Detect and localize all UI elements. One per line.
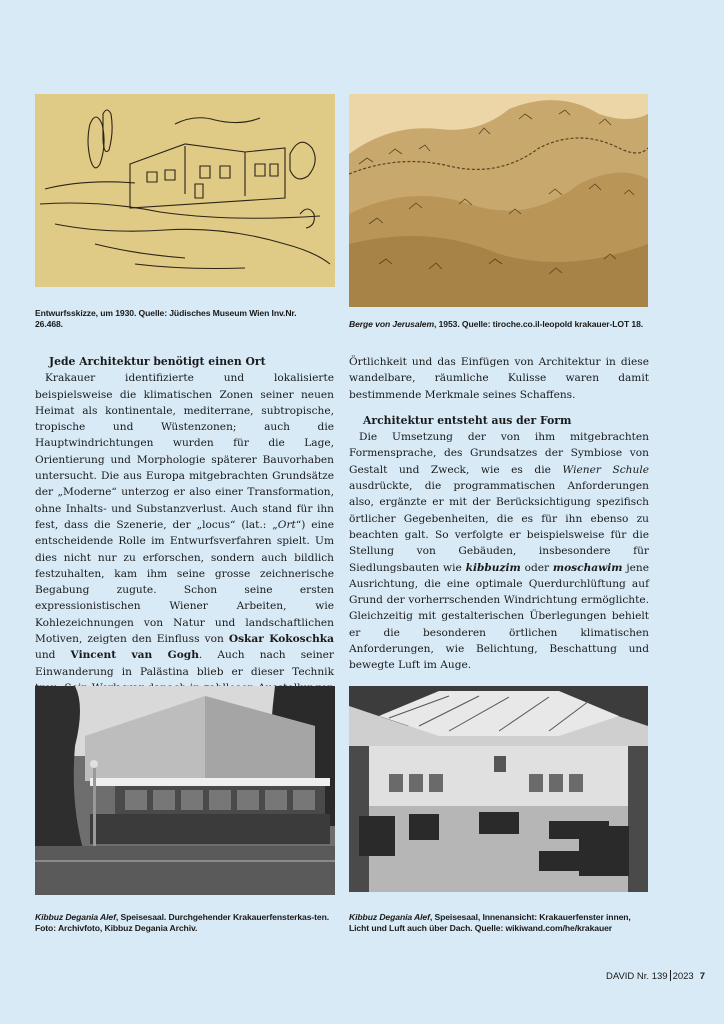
sketch-caption [35, 308, 325, 330]
text-bold-italic: kibbuzim [465, 561, 521, 574]
dining-hall-interior-caption [349, 912, 649, 934]
exterior-caption-title: Kibbuz Degania Alef [35, 912, 116, 922]
magazine-issue: DAVID Nr. 139 [605, 971, 668, 982]
mountains-caption-title: Berge von Jerusalem [349, 319, 435, 329]
sketch-caption-text: Entwurfsskizze, um 1930. Quelle: Jüdisches Museum Wien Inv.Nr. 26.468. [35, 308, 297, 329]
section-heading-form: Architektur entsteht aus der Form [363, 413, 572, 427]
section-heading-ort: Jede Architektur benötigt einen Ort [49, 355, 266, 368]
person-name-kokoschka: Oskar Kokoschka [228, 633, 334, 646]
page-footer [606, 970, 705, 982]
right-text-column [349, 354, 649, 674]
exterior-caption-text: , Speisesaal. Durchgehender Krakauerfensterkas-ten. Foto: Archivfoto, Kibbuz Degania Archiv. [35, 912, 330, 933]
page-number: 7 [699, 971, 705, 982]
dining-hall-exterior-caption [35, 912, 335, 934]
paragraph-form [349, 429, 649, 673]
mountains-image [349, 94, 648, 307]
mountains-caption-text: , 1953. Quelle: tiroche.co.il-leopold krakauer-LOT 18. [434, 319, 644, 329]
person-name-van-gogh: Vincent van Gogh [70, 649, 199, 662]
paragraph-continued: Örtlichkeit und das Einfügen von Architektur in diese wandelbare, räumliche Kulisse waren damit bestimmende Merkmale seines Schaffens. [349, 356, 649, 401]
text-span: Krakauer identifizierte und lokalisierte beispielsweise die klimatischen Zonen seiner neuen Heimat als kontinentale, mediterrane, subtropische, tropische und Wüstenzonen; auch die Hauptwindrichtungen wurden für die Lage, Orientierung und Morphologie späterer Bauvorhaben untersucht. Die aus Europa mitgebrachten Grundsätze der „Moderne“ unterzog er also einer Transformation, ohne Inhalts- und Substanzverlust. Auch stand für ihn fest, dass die Szenerie, der „locus“ (lat.: „ [35, 372, 334, 531]
text-bold-italic: moschawim [552, 561, 623, 574]
text-span: jene Ausrichtung, die eine optimale Querdurchlüftung auf Grund der vorherrschenden Windrichtung ermöglichte. Gleichzeitig mit gestalterischen Überlegungen behielt er die besonderen örtlichen klimatischen Anforderungen, wie Belichtung, Beschattung und bewegte Luft im Auge. [349, 561, 650, 672]
dining-hall-exterior-image [35, 686, 335, 895]
text-span: “) eine entscheidende Rolle im Entwurfsverfahren spielt. Um dies nicht nur zu erforschen, sondern auch bildlich festzuhalten, kam ihm seine grosse zeichnerische Begabung zugute. Schon seine ersten expressionistischen Wiener Arbeiten, wie Kohlezeichnungen von Natur und landschaftlichen Motiven, zeigten den Einfluss von [35, 518, 334, 646]
interior-caption-title: Kibbuz Degania Alef [349, 912, 430, 922]
text-italic: Ort [277, 518, 296, 531]
text-italic: Wiener Schule [562, 463, 649, 476]
text-span: und [35, 649, 71, 662]
text-span: ausdrückte, die programmatischen Anforderungen also, ergänzte er mit der Berücksichtigung spezifisch örtlicher Gegebenheiten, die es für ihn ebenso zu beachten galt. So verfolgte er beispielsweise für die Stellung von Gebäuden, insbesondere für Siedlungsbauten wie [349, 480, 649, 574]
footer-divider [670, 970, 671, 981]
issue-year: 2023 [672, 971, 694, 982]
dining-hall-interior-image [349, 686, 648, 892]
sketch-image [35, 94, 335, 287]
mountains-caption [349, 319, 649, 330]
interior-caption-text: , Speisesaal, Innenansicht: Krakauerfenster innen, Licht und Luft auch über Dach. Quelle: wikiwand.com/he/krakauer [349, 912, 631, 933]
text-span: Die Umsetzung der von ihm mitgebrachten Formensprache, des Grundsatzes der Symbiose von Gestalt und Zweck, wie es die [349, 431, 649, 476]
text-span: . Auch nach seiner Einwanderung in Palästina blieb er dieser Technik [35, 649, 334, 678]
text-span: oder [520, 561, 553, 574]
